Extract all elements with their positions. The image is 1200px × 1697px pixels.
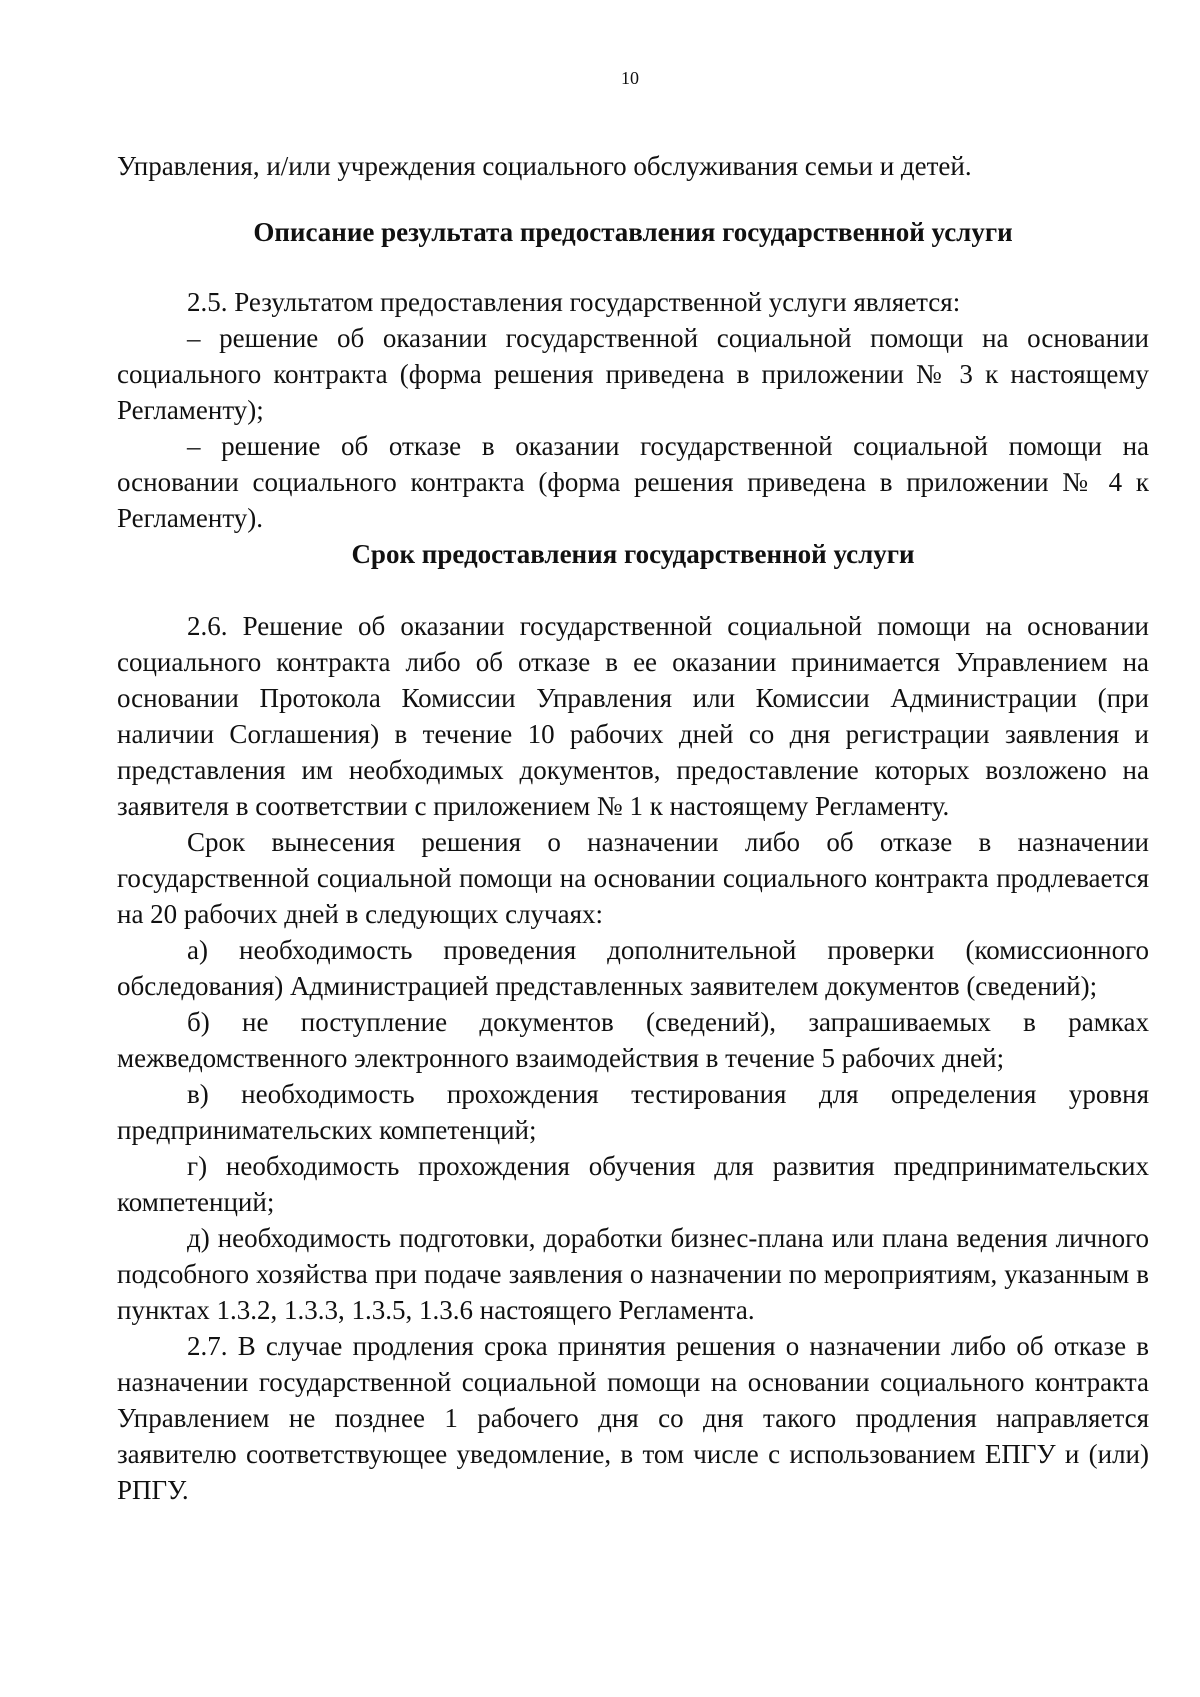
result-item-2: – решение об отказе в оказании государственной социальной помощи на основании социального контракта (форма решения приведена в приложении № 4 к Регламенту). bbox=[117, 431, 1149, 533]
paragraph-2-6: 2.6. Решение об оказании государственной социальной помощи на основании социального контракта либо об отказе в ее оказании принимается Управлением на основании Протокола Комиссии Управления или Комиссии Администрации (при наличии Соглашения) в течение 10 рабочих дней со дня регистрации заявления и представления им необходимых документов, предоставление которых возложено на заявителя в соответствии с приложением № 1 к настоящему Регламенту. bbox=[117, 611, 1149, 821]
paragraph-2-7: 2.7. В случае продления срока принятия решения о назначении либо об отказе в назначении государственной социальной помощи на основании социального контракта Управлением не позднее 1 рабочего дня со дня такого продления направляется заявителю соответствующее уведомление, в том числе с использованием ЕПГУ и (или) РПГУ. bbox=[117, 1331, 1149, 1505]
document-body bbox=[117, 148, 1149, 1508]
section-heading-term: Срок предоставления государственной услуги bbox=[351, 539, 915, 569]
case-b: б) не поступление документов (сведений), запрашиваемых в рамках межведомственного электронного взаимодействия в течение 5 рабочих дней; bbox=[117, 1007, 1149, 1073]
page-number: 10 bbox=[621, 68, 639, 88]
paragraph-2-5: 2.5. Результатом предоставления государственной услуги является: bbox=[187, 287, 961, 317]
case-a: а) необходимость проведения дополнительной проверки (комиссионного обследования) Администрацией представленных заявителем документов (сведений); bbox=[117, 935, 1149, 1001]
paragraph-extension: Срок вынесения решения о назначении либо об отказе в назначении государственной социальной помощи на основании социального контракта продлевается на 20 рабочих дней в следующих случаях: bbox=[117, 827, 1149, 929]
case-d: д) необходимость подготовки, доработки бизнес-плана или плана ведения личного подсобного хозяйства при подаче заявления о назначении по мероприятиям, указанным в пунктах 1.3.2, 1.3.3, 1.3.5, 1.3.6 настоящего Регламента. bbox=[117, 1223, 1149, 1325]
opening-line: Управления, и/или учреждения социального обслуживания семьи и детей. bbox=[117, 151, 972, 181]
case-v: в) необходимость прохождения тестирования для определения уровня предпринимательских компетенций; bbox=[117, 1079, 1149, 1145]
section-heading-result: Описание результата предоставления государственной услуги bbox=[253, 217, 1013, 247]
case-g: г) необходимость прохождения обучения для развития предпринимательских компетенций; bbox=[117, 1151, 1149, 1217]
result-item-1: – решение об оказании государственной социальной помощи на основании социального контракта (форма решения приведена в приложении № 3 к настоящему Регламенту); bbox=[117, 323, 1149, 425]
